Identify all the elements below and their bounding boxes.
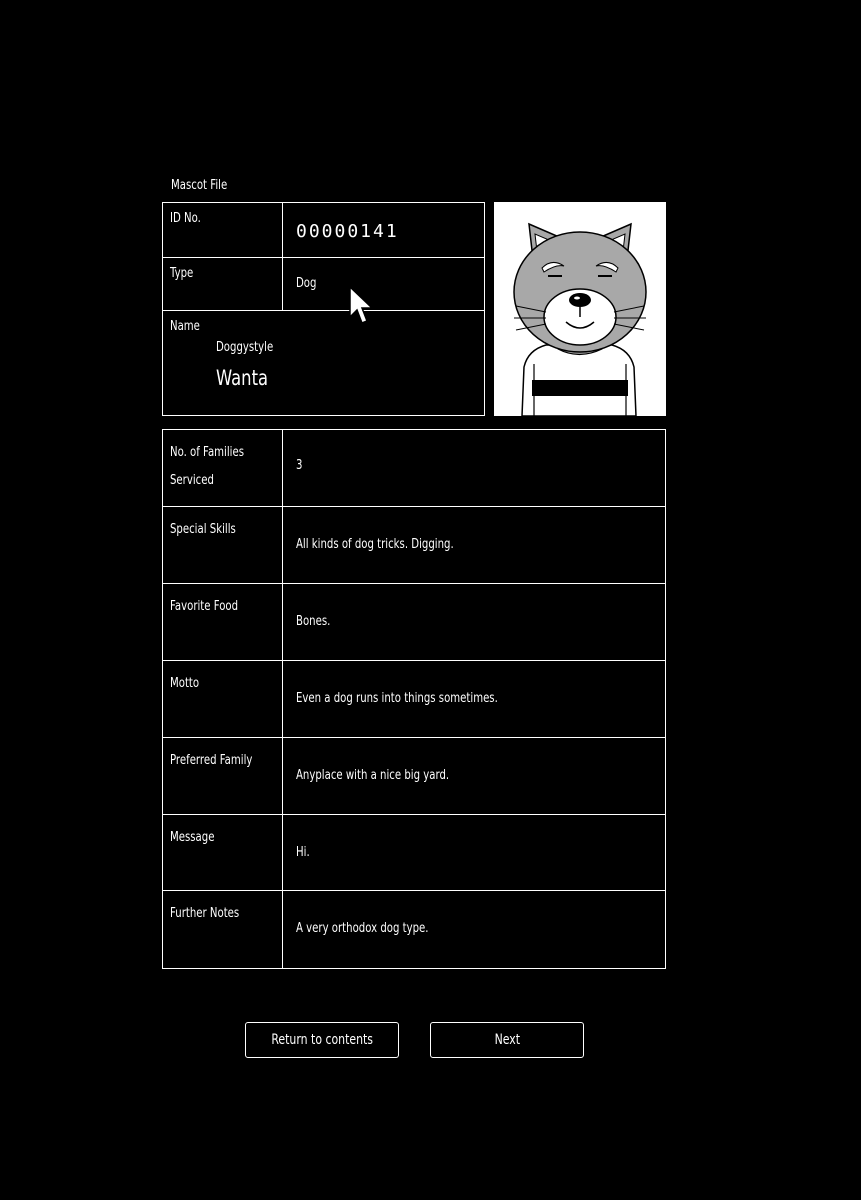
detail-row-special-skills bbox=[163, 507, 665, 584]
next-button[interactable]: Next bbox=[430, 1022, 584, 1058]
file-title: Mascot File bbox=[171, 178, 228, 193]
detail-value-families-serviced: 3 bbox=[296, 458, 303, 473]
detail-label-special-skills: Special Skills bbox=[170, 522, 236, 537]
detail-value-special-skills: All kinds of dog tricks. Digging. bbox=[296, 537, 454, 552]
detail-row-message bbox=[163, 815, 665, 891]
detail-row-further-notes bbox=[163, 891, 665, 968]
name-label: Name bbox=[170, 319, 200, 334]
mascot-portrait bbox=[494, 202, 666, 416]
detail-row-families-serviced bbox=[163, 430, 665, 507]
id-row bbox=[163, 203, 484, 258]
detail-label-families-serviced: No. of Families Serviced bbox=[170, 445, 245, 488]
id-value: 00000141 bbox=[296, 221, 399, 242]
return-to-contents-button[interactable]: Return to contents bbox=[245, 1022, 399, 1058]
type-value: Dog bbox=[296, 276, 317, 291]
detail-value-further-notes: A very orthodox dog type. bbox=[296, 921, 429, 936]
type-row bbox=[163, 258, 484, 311]
type-label: Type bbox=[170, 266, 194, 281]
name-value: Wanta bbox=[216, 366, 269, 390]
id-label: ID No. bbox=[170, 211, 201, 226]
detail-label-preferred-family: Preferred Family bbox=[170, 753, 253, 768]
name-subtitle: Doggystyle bbox=[216, 340, 274, 355]
detail-label-motto: Motto bbox=[170, 676, 200, 691]
detail-value-message: Hi. bbox=[296, 845, 310, 860]
mouse-pointer-icon bbox=[348, 285, 374, 329]
detail-value-motto: Even a dog runs into things sometimes. bbox=[296, 691, 498, 706]
detail-value-preferred-family: Anyplace with a nice big yard. bbox=[296, 768, 450, 783]
detail-label-favorite-food: Favorite Food bbox=[170, 599, 239, 614]
dog-mascot-portrait-icon bbox=[494, 202, 666, 416]
detail-label-message: Message bbox=[170, 830, 215, 845]
detail-row-motto bbox=[163, 661, 665, 738]
detail-row-preferred-family bbox=[163, 738, 665, 815]
name-row bbox=[163, 311, 484, 416]
detail-row-favorite-food bbox=[163, 584, 665, 661]
info-box bbox=[162, 202, 485, 416]
detail-label-further-notes: Further Notes bbox=[170, 906, 240, 921]
details-table bbox=[162, 429, 666, 969]
detail-value-favorite-food: Bones. bbox=[296, 614, 331, 629]
